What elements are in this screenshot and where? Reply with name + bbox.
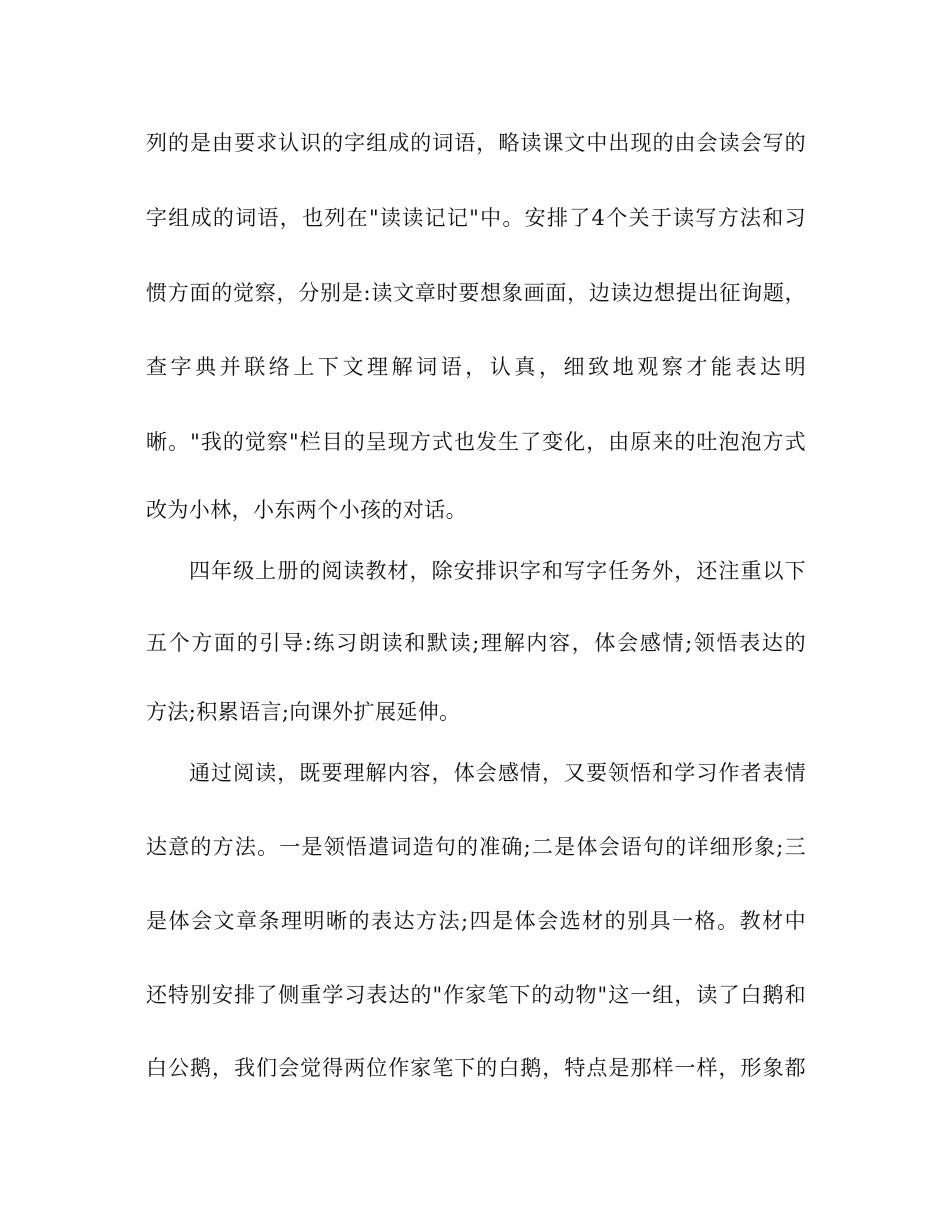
text-line: 列的是由要求认识的字组成的词语，略读课文中出现的由会读会写的 — [146, 131, 806, 155]
text-line: 还特别安排了侧重学习表达的"作家笔下的动物"这一组，读了白鹅和 — [146, 983, 806, 1007]
text-line: 惯方面的觉察，分别是:读文章时要想象画面，边读边想提出征询题， — [146, 281, 806, 305]
text-line: 字组成的词语，也列在"读读记记"中。安排了4个关于读写方法和习 — [146, 206, 806, 230]
text-line: 方法;积累语言;向课外扩展延伸。 — [146, 700, 461, 724]
text-line: 五个方面的引导:练习朗读和默读;理解内容，体会感情;领悟表达的 — [146, 631, 806, 655]
text-line: 达意的方法。一是领悟遣词造句的准确;二是体会语句的详细形象;三 — [146, 835, 806, 859]
paragraph-first-line: 四年级上册的阅读教材，除安排识字和写字任务外，还注重以下 — [189, 559, 806, 583]
paragraph-first-line: 通过阅读，既要理解内容，体会感情，又要领悟和学习作者表情 — [189, 761, 806, 785]
text-line: 查字典并联络上下文理解词语，认真，细致地观察才能表达明 — [146, 355, 806, 379]
text-line: 是体会文章条理明晰的表达方法;四是体会选材的别具一格。教材中 — [146, 909, 806, 933]
text-line: 改为小林，小东两个小孩的对话。 — [146, 498, 467, 522]
text-line: 白公鹅，我们会觉得两位作家笔下的白鹅，特点是那样一样，形象都 — [146, 1056, 806, 1080]
text-line: 晰。"我的觉察"栏目的呈现方式也发生了变化，由原来的吐泡泡方式 — [146, 430, 806, 454]
